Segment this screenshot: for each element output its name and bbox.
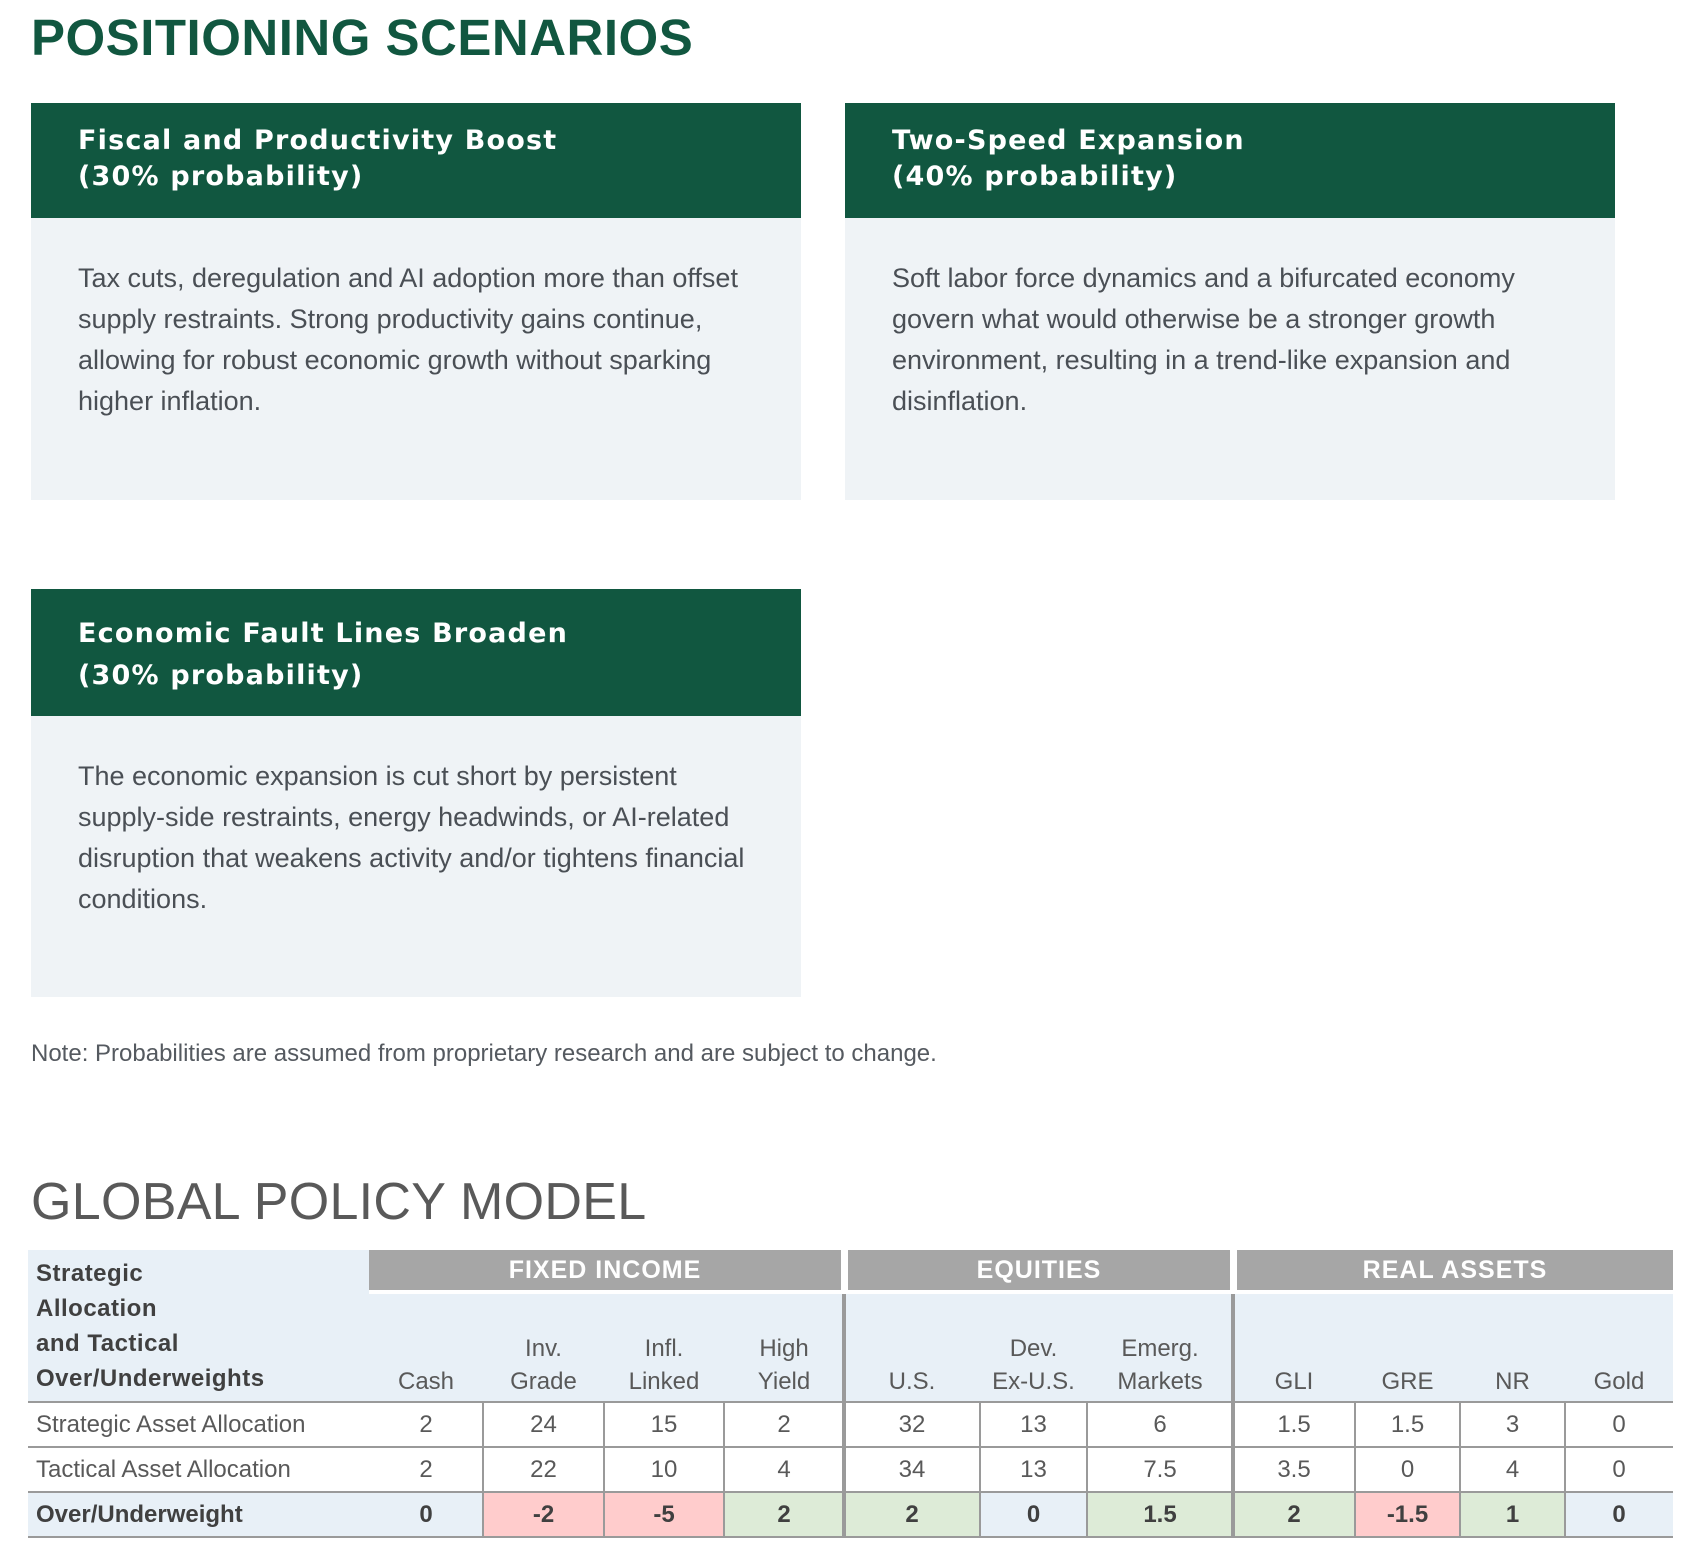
probability-note: Note: Probabilities are assumed from proprietary research and are subject to change.: [31, 1040, 937, 1067]
column-header: [724, 1294, 844, 1402]
column-header-line2: Markets: [1117, 1368, 1203, 1395]
table-cell: 15: [650, 1410, 678, 1438]
row-divider: [28, 1401, 1673, 1403]
global-policy-model-table: [28, 1250, 1673, 1540]
scenario-header: [31, 589, 801, 716]
table-cell: 2: [1233, 1492, 1355, 1537]
table-cell: 13: [1020, 1455, 1047, 1483]
table-cell: 1.5: [1390, 1410, 1425, 1438]
column-header: [1355, 1294, 1460, 1402]
scenario-header: [31, 103, 801, 218]
column-header-line1: Infl.: [644, 1335, 684, 1362]
column-header-line2: Linked: [628, 1368, 700, 1395]
column-header: [1565, 1294, 1673, 1402]
table-cell: 0: [1612, 1455, 1626, 1483]
column-divider: [723, 1402, 725, 1538]
column-header-line1: Emerg.: [1121, 1335, 1199, 1362]
column-header-line2: GRE: [1381, 1368, 1434, 1395]
header-label-line: Allocation: [36, 1295, 158, 1322]
scenario-description: Tax cuts, deregulation and AI adoption more than offset supply restraints. Strong productivity gains continue, allowing for robust economic growth without sparking higher inflation.: [78, 263, 738, 416]
table-cell: 6: [1153, 1410, 1167, 1438]
scenario-card-fiscal-boost: [31, 103, 801, 500]
scenario-card-two-speed: [845, 103, 1615, 500]
table-cell: 2: [844, 1492, 980, 1537]
scenario-probability: (40% probability): [892, 161, 1178, 192]
row-label: Over/Underweight: [28, 1492, 369, 1537]
group-real-assets: REAL ASSETS: [1237, 1250, 1673, 1290]
table-cell: 0: [1400, 1455, 1415, 1483]
table-cell: 22: [530, 1455, 557, 1483]
row-divider: [28, 1491, 1673, 1493]
column-header-line2: Ex-U.S.: [992, 1368, 1075, 1395]
row-label: Strategic Asset Allocation: [36, 1410, 306, 1438]
table-cell: 1.5: [1087, 1492, 1233, 1537]
table-cell: 3.5: [1277, 1455, 1311, 1483]
header-label: [28, 1250, 369, 1402]
column-header: [1460, 1294, 1565, 1402]
table-cell: 7.5: [1143, 1455, 1177, 1483]
table-cell: 1: [1460, 1492, 1565, 1537]
table-cell: 0: [369, 1492, 483, 1537]
table-cell: 2: [419, 1410, 433, 1438]
scenario-name: Two-Speed Expansion: [892, 125, 1245, 156]
table-cell: 2: [419, 1455, 433, 1483]
column-header-line1: Inv.: [525, 1335, 562, 1362]
column-header-line2: GLI: [1274, 1368, 1314, 1395]
scenario-description: Soft labor force dynamics and a bifurcated economy govern what would otherwise be a stronger growth environment, resulting in a trend-like expansion and disinflation.: [892, 263, 1515, 416]
group-equities: EQUITIES: [848, 1250, 1230, 1290]
page-title: POSITIONING SCENARIOS: [31, 9, 694, 66]
table-cell: 2: [724, 1492, 844, 1537]
table-cell: -1.5: [1355, 1492, 1460, 1537]
column-divider: [482, 1402, 484, 1538]
column-header: [483, 1294, 604, 1402]
row-label: Tactical Asset Allocation: [36, 1455, 291, 1483]
column-header-line2: Gold: [1593, 1368, 1645, 1395]
column-divider: [1459, 1402, 1461, 1538]
column-header-line2: Yield: [757, 1368, 811, 1395]
table-cell: 1.5: [1277, 1410, 1311, 1438]
column-header: [980, 1294, 1087, 1402]
table-cell: 13: [1020, 1410, 1047, 1438]
column-header: [1087, 1294, 1233, 1402]
scenario-probability: (30% probability): [78, 161, 364, 192]
table-cell: 0: [1612, 1410, 1626, 1438]
group-fixed-income: FIXED INCOME: [369, 1250, 841, 1290]
table-cell: 0: [980, 1492, 1087, 1537]
row-divider: [28, 1446, 1673, 1448]
table-cell: -5: [604, 1492, 724, 1537]
column-header-line2: U.S.: [888, 1368, 936, 1395]
column-divider: [1086, 1402, 1088, 1538]
table-cell: 4: [777, 1455, 791, 1483]
table-cell: 24: [530, 1410, 557, 1438]
header-label-line: Over/Underweights: [36, 1365, 265, 1392]
group-divider: [1231, 1294, 1235, 1538]
column-header-line1: High: [759, 1335, 809, 1362]
table-cell: 32: [898, 1410, 926, 1438]
scenario-name: Economic Fault Lines Broaden: [78, 618, 569, 649]
table-cell: 0: [1565, 1492, 1673, 1537]
scenario-description: The economic expansion is cut short by persistent supply-side restraints, energy headwinds, or AI-related disruption that weakens activity and/or tightens financial conditions.: [78, 761, 745, 914]
column-header: [604, 1294, 724, 1402]
table-cell: 10: [650, 1455, 678, 1483]
column-header-line2: Cash: [397, 1368, 455, 1395]
table-cell: -2: [483, 1492, 604, 1537]
column-header-line2: NR: [1495, 1368, 1530, 1395]
column-header: [1233, 1294, 1355, 1402]
header-label-line: and Tactical: [36, 1330, 179, 1357]
column-header: [844, 1294, 980, 1402]
table-cell: 2: [777, 1410, 791, 1438]
column-header-line1: Dev.: [1009, 1335, 1058, 1362]
column-divider: [603, 1402, 605, 1538]
column-divider: [979, 1402, 981, 1538]
column-header: [369, 1294, 483, 1402]
group-divider: [842, 1294, 846, 1538]
scenario-probability: (30% probability): [78, 660, 364, 691]
column-divider: [1354, 1402, 1356, 1538]
header-label-line: Strategic: [36, 1260, 144, 1287]
column-header-line2: Grade: [510, 1368, 577, 1395]
table-cell: 3: [1505, 1410, 1520, 1438]
table-cell: 34: [898, 1455, 926, 1483]
table-cell: 4: [1505, 1455, 1520, 1483]
row-divider: [28, 1536, 1673, 1538]
scenario-name: Fiscal and Productivity Boost: [78, 125, 558, 156]
scenario-header: [845, 103, 1615, 218]
column-divider: [1564, 1402, 1566, 1538]
scenario-card-fault-lines: [31, 589, 801, 997]
section-title-global-policy-model: GLOBAL POLICY MODEL: [31, 1173, 647, 1231]
